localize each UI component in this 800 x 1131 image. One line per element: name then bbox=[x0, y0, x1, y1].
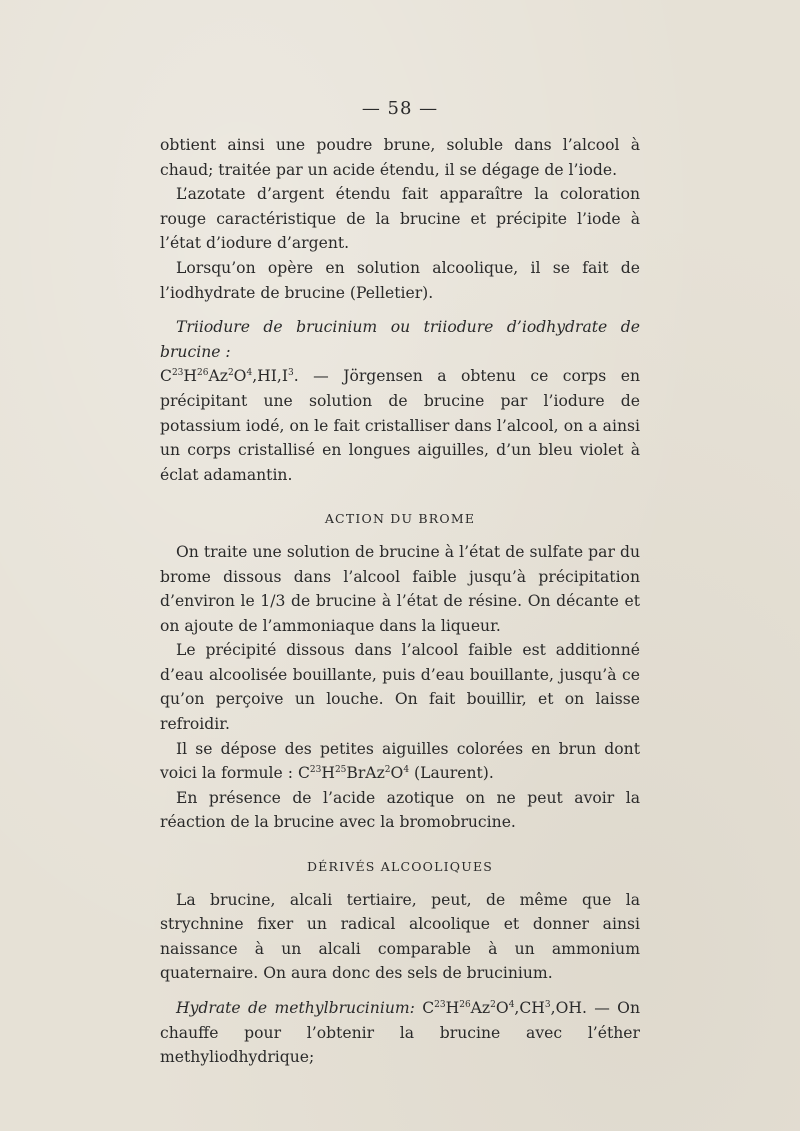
compound-title-methylbrucinium: Hydrate de methylbrucinium: bbox=[176, 999, 415, 1017]
formula-methylbrucinium: $C^{23}H^{26}Az^2O^4,CH^3,OH$. bbox=[414, 999, 587, 1017]
heading-action-du-brome: ACTION DU BROME bbox=[324, 511, 476, 527]
spacer bbox=[160, 986, 640, 996]
compound-title-triiodure: Triiodure de brucinium ou triiodure d’iodhydrate de brucine : bbox=[160, 318, 640, 361]
paragraph-9: La brucine, alcali tertiaire, peut, de même que la strychnine fixer un radical alcoolique et donner ainsi naissance à un alcali comparable à un ammonium quaternaire. On aura donc des sels de brucinium. bbox=[160, 890, 640, 983]
paragraph-10 bbox=[160, 996, 640, 1070]
paragraph-5: On traite une solution de brucine à l’état de sulfate par du brome dissous dans l’alcool faible jusqu’à précipitation d’environ le 1/3 de brucine à l’état de résine. On décante et on ajoute de l’ammoniaque dans la liqueur. bbox=[160, 542, 640, 635]
paragraph-6: Le précipité dissous dans l’alcool faible est additionné d’eau alcoolisée bouillante, puis d’eau bouillante, jusqu’à ce qu’on perçoive un louche. On fait bouillir, et on laisse refroidir. bbox=[160, 641, 640, 734]
paragraph-1: obtient ainsi une poudre brune, soluble dans l’alcool à chaud; traitée par un acide étendu, il se dégage de l’iode. bbox=[160, 136, 640, 179]
page-number: — 58 — bbox=[361, 98, 439, 119]
spacer bbox=[160, 305, 640, 315]
formula-bromobrucine: $C^{23}H^{25}BrAz^2O^4$ bbox=[297, 764, 410, 783]
paragraph-3: Lorsqu’on opère en solution alcoolique, il se fait de l’iodhydrate de brucine (Pelletier). bbox=[160, 258, 640, 302]
heading-derives-alcooliques: DÉRIVÉS ALCOOLIQUES bbox=[306, 859, 494, 875]
formula-triiodure: $C^{23}H^{26}Az^2O^4,HI,I^3$. bbox=[160, 367, 299, 386]
paragraph-2: L’azotate d’argent étendu fait apparaître la coloration rouge caractéristique de la brucine et précipite l’iode à l’état d’iodure d’argent. bbox=[160, 185, 640, 253]
paragraph-8: En présence de l’acide azotique on ne peut avoir la réaction de la brucine avec la bromobrucine. bbox=[160, 788, 640, 832]
paragraph-10-rest: — On chauffe pour l’obtenir la brucine avec l’éther methyliodhydrique; bbox=[160, 999, 640, 1067]
paragraph-4 bbox=[160, 315, 640, 487]
paragraph-4-rest: — Jörgensen a obtenu ce corps en précipitant une solution de brucine par l’iodure de potassium iodé, on le fait cristalliser dans l’alcool, on a ainsi un corps cristallisé en longues aiguilles, d’un bleu violet à éclat adamantin. bbox=[160, 367, 640, 484]
body-text bbox=[160, 133, 640, 1070]
paragraph-7: Il se dépose des petites aiguilles colorées en brun dont voici la formule : $C^{23}H^{25}BrAz^2O^4$ (Laurent). bbox=[160, 739, 640, 783]
